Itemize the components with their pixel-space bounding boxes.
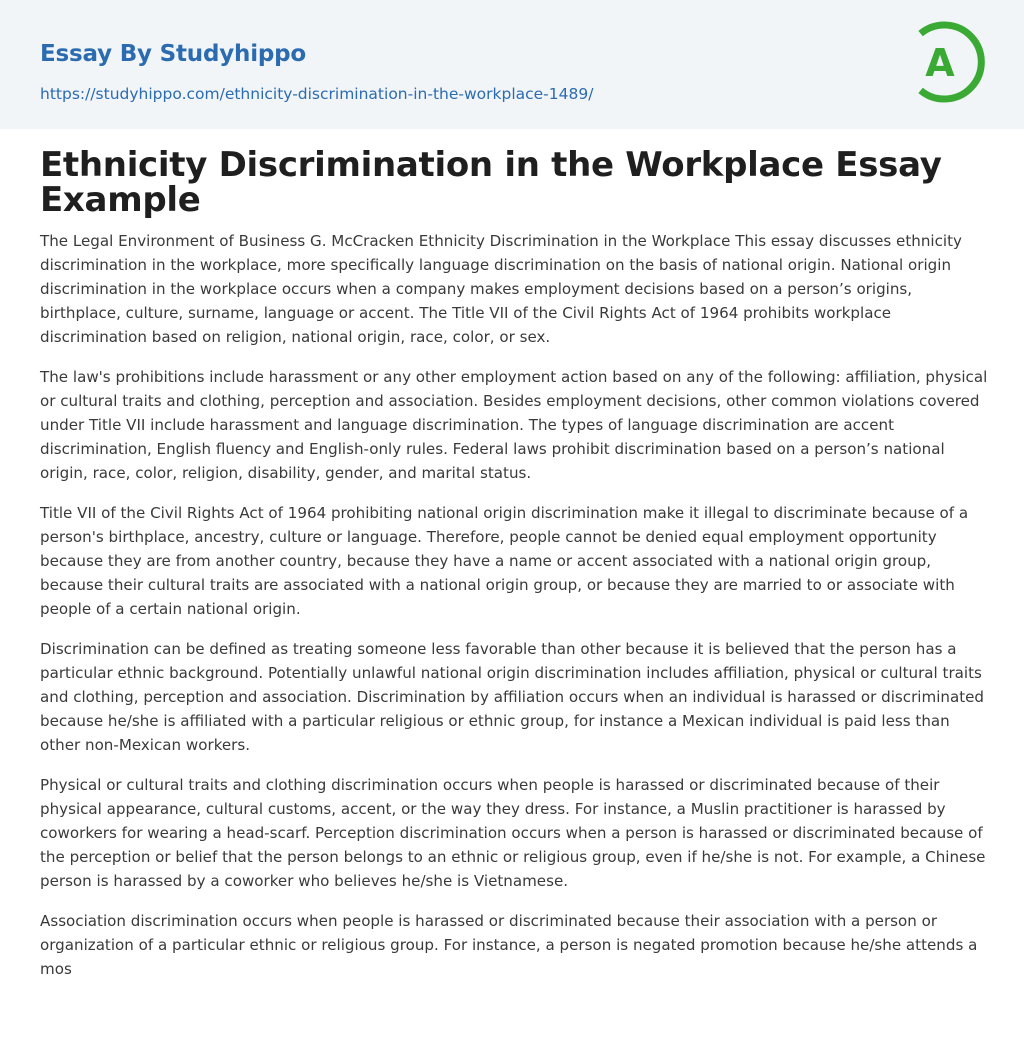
source-url-link[interactable]: https://studyhippo.com/ethnicity-discrimination-in-the-workplace-1489/ (40, 85, 594, 103)
logo-letter: A (925, 41, 955, 85)
article (40, 145, 988, 997)
paragraph-6: Association discrimination occurs when people is harassed or discriminated because their association with a person or organization of a particular ethnic or religious group. For instance, a person is negated promotion because he/she attends a mos (40, 912, 978, 978)
paragraph-4: Discrimination can be defined as treating someone less favorable than other because it is believed that the person has a particular ethnic background. Potentially unlawful national origin discrimination includes affiliation, physical or cultural traits and clothing, perception and association. Discrimination by affiliation occurs when an individual is harassed or discriminated because he/she is affiliated with a particular religious or ethnic group, for instance a Mexican individual is paid less than other non-Mexican workers. (40, 640, 984, 754)
studyhippo-a-logo-icon[interactable] (912, 19, 986, 105)
paragraph-1: The Legal Environment of Business G. McCracken Ethnicity Discrimination in the Workplace This essay discusses ethnicity discrimination in the workplace, more specifically language discrimination on the basis of national origin. National origin discrimination in the workplace occurs when a company makes employment decisions based on a person’s origins, birthplace, culture, surname, language or accent. The Title VII of the Civil Rights Act of 1964 prohibits workplace discrimination based on religion, national origin, race, color, or sex. (40, 232, 962, 346)
paragraph-2: The law's prohibitions include harassment or any other employment action based on any of the following: affiliation, physical or cultural traits and clothing, perception and association. Besides employment decisions, other common violations covered under Title VII include harassment and language discrimination. The types of language discrimination are accent discrimination, English fluency and English-only rules. Federal laws prohibit discrimination based on a person’s national origin, race, color, religion, disability, gender, and marital status. (40, 368, 988, 482)
paragraph-3: Title VII of the Civil Rights Act of 1964 prohibiting national origin discrimination make it illegal to discriminate because of a person's birthplace, ancestry, culture or language. Therefore, people cannot be denied equal employment opportunity because they are from another country, because they have a name or accent associated with a national origin group, because their cultural traits are associated with a national origin group, or because they are married to or associate with people of a certain national origin. (40, 504, 969, 618)
page-title: Ethnicity Discrimination in the Workplace Essay Example (40, 145, 942, 220)
site-header (0, 0, 1024, 129)
paragraph-5: Physical or cultural traits and clothing discrimination occurs when people is harassed or discriminated because of their physical appearance, cultural customs, accent, or the way they dress. For instance, a Muslin practitioner is harassed by coworkers for wearing a head-scarf. Perception discrimination occurs when a person is harassed or discriminated because of the perception or belief that the person belongs to an ethnic or religious group, even if he/she is not. For example, a Chinese person is harassed by a coworker who believes he/she is Vietnamese. (40, 776, 986, 890)
site-title[interactable]: Essay By Studyhippo (40, 41, 307, 67)
